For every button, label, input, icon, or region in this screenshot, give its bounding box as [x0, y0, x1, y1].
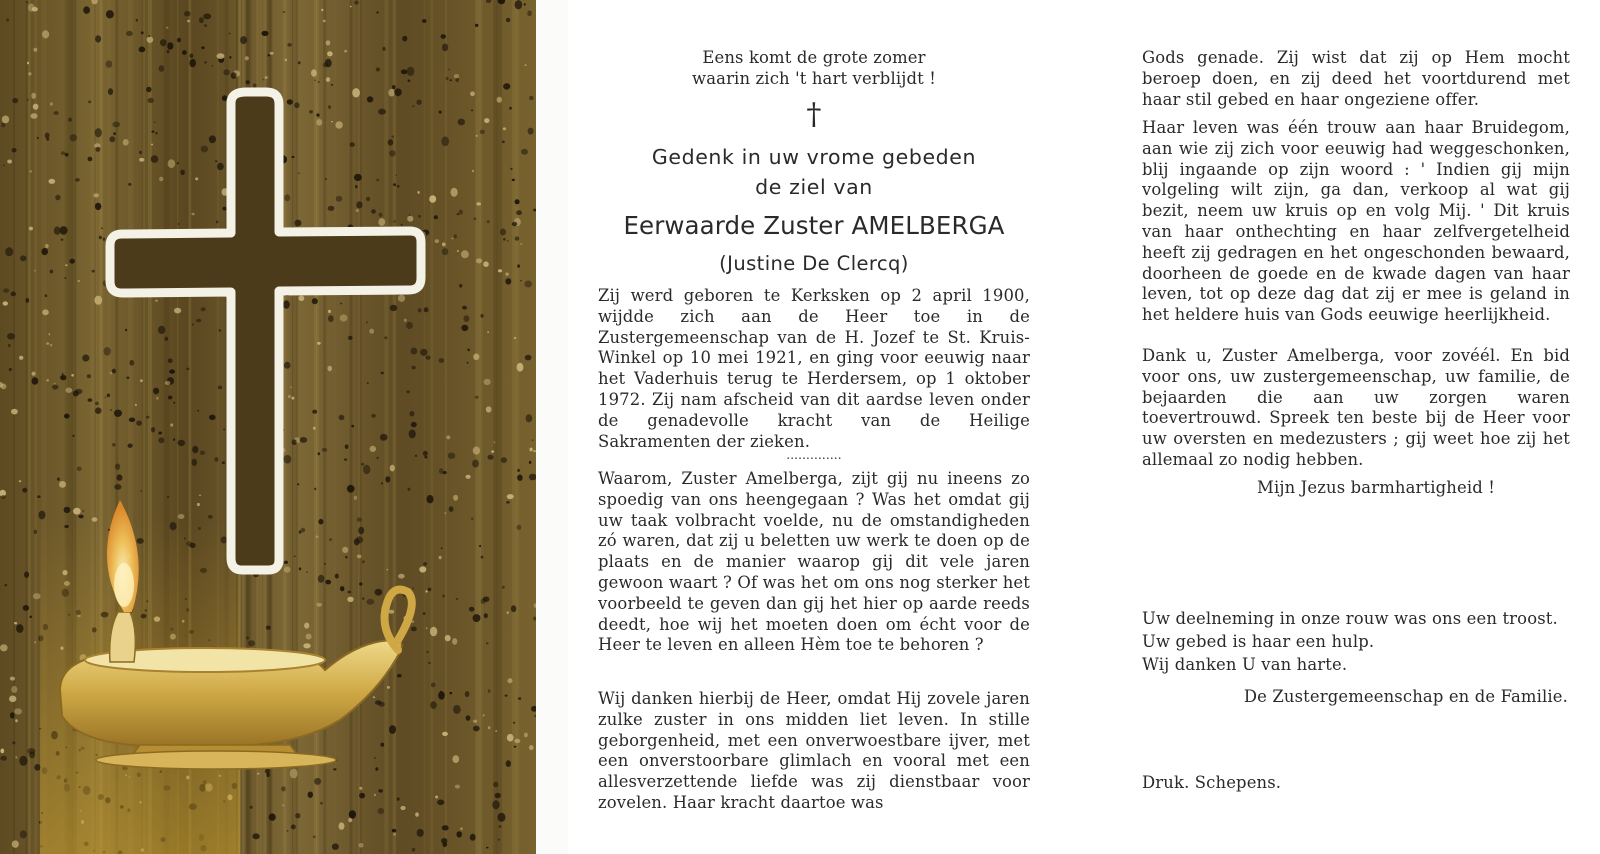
heading-line-1: Gedenk in uw vrome gebeden [651, 145, 977, 169]
thanks-line-2: Uw gebed is haar een hulp. [1142, 632, 1375, 651]
dank-paragraph: Dank u, Zuster Amelberga, voor zovéél. En bid voor ons, uw zustergemeenschap, uw familie, de bejaarden die aan uw zorgen waren toevertrouwd. Spreek ten beste bij de Heer voor uw oversten en medezusters ; gij weet hoe zij het allemaal zo nodig hebben. [1142, 346, 1570, 469]
heading [598, 142, 1030, 202]
cross-glyph: † [806, 97, 822, 132]
prayer-line: Mijn Jezus barmhartigheid ! [1257, 478, 1495, 497]
family-signature: De Zustergemeenschap en de Familie. [1243, 687, 1568, 706]
epigraph-line-2: waarin zich 't hart verblijdt ! [692, 68, 936, 88]
epigraph [598, 48, 1030, 90]
printer-credit: Druk. Schepens. [1142, 773, 1282, 792]
biography-paragraph: Zij werd geboren te Kerksken op 2 april 1900, wijdde zich aan de Heer toe in de Zustergemeenschap van de H. Jozef te St. Kruis-Winkel op 10 mei 1921, en ging voor eeuwig naar het Vaderhuis terug te Herdersem, op 1 oktober 1972. Zij nam afscheid van dit aardse leven onder de genadevolle kracht van de Heilige Sakramenten der zieken. [598, 286, 1030, 451]
heading-line-2: de ziel van [755, 175, 873, 199]
birth-name: (Justine De Clercq) [719, 252, 909, 275]
thanks-line-3: Wij danken U van harte. [1142, 655, 1348, 674]
thanks-block [1142, 607, 1570, 676]
epigraph-line-1: Eens komt de grote zomer [702, 48, 926, 67]
illustration-svg [0, 0, 536, 854]
deceased-name: Eerwaarde Zuster AMELBERGA [623, 211, 1005, 240]
danken-paragraph: Wij danken hierbij de Heer, omdat Hij zovele jaren zulke zuster in ons midden liet leven. In stille geborgenheid, met een onverwoestbare ijver, met een onverstoorbare glimlach en vooral met een allesverzettende liefde was zij dienstbaar voor zovelen. Haar kracht daartoe was [598, 689, 1030, 812]
leven-paragraph: Haar leven was één trouw aan haar Bruidegom, aan wie zij zich voor eeuwig had weggeschonken, blij ingaande op zijn woord : ' Indien gij mijn volgeling wilt zijn, ga dan, verkoop al wat gij bezit, neem uw kruis op en volg Mij. ' Dit kruis van haar onthechting en haar zelfvergetelheid heeft zij gedragen en het ongeschonden bewaard, doorheen de goede en de kwade dagen van haar leven, tot op deze dag dat zij er mee is geland in het heldere huis van Gods eeuwige heerlijkheid. [1142, 118, 1570, 325]
separator: .............. [786, 448, 842, 462]
page-fold [536, 0, 568, 854]
gods-paragraph: Gods genade. Zij wist dat zij op Hem mocht beroep doen, en zij deed het voortdurend met haar stil gebed en haar ongeziene offer. [1142, 48, 1570, 109]
waarom-paragraph: Waarom, Zuster Amelberga, zijt gij nu ineens zo spoedig van ons heengegaan ? Was het omdat gij uw taak volbracht voelde, nu de omstandigheden zó waren, dat zij u beletten uw werk te doen op de plaats en de manier waarop gij dit vele jaren gewoon waart ? Of was het om ons nog sterker het voorbeeld te geven dan gij het hier op aarde reeds deedt, hoe wij het moeten doen om écht voor de Heer te leven en alleen Hèm toe te behoren ? [598, 469, 1030, 655]
thanks-line-1: Uw deelneming in onze rouw was ons een troost. [1142, 609, 1558, 628]
memorial-illustration [0, 0, 536, 854]
